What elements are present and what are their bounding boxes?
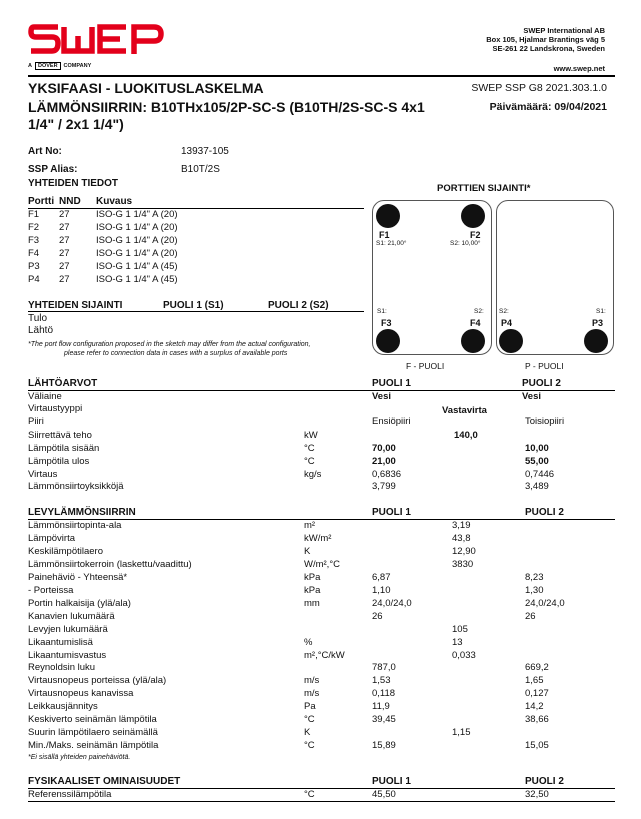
plate-v2: 26 [525, 610, 536, 622]
plate-v1: 39,45 [372, 714, 396, 726]
address-line1: Box 105, Hjalmar Brantings väg 5 [486, 35, 605, 44]
ssp-alias-value: B10T/2S [181, 164, 220, 175]
ref-temp-side1: 45,50 [372, 789, 396, 800]
plate-unit: m/s [304, 675, 320, 687]
plate-mid: 43,8 [452, 532, 471, 544]
power-label: Siirrettävä teho [28, 430, 92, 441]
heat-exchanger-model [28, 99, 468, 133]
plate-v2: 14,2 [525, 701, 544, 713]
plate-unit: m² [304, 520, 316, 531]
plate-label: Lämmönsiirtopinta-ala [28, 520, 122, 531]
row-flowtype [28, 403, 615, 414]
temp-out-label: Lämpötila ulos [28, 456, 90, 467]
model-line2: 1/4" / 2x1 1/4") [28, 116, 124, 132]
location-out: Lähtö [28, 325, 54, 336]
label-f1-s: S1: 21,00° [376, 240, 407, 247]
temp-in-side1: 70,00 [372, 443, 396, 454]
ssp-alias-label: SSP Alias: [28, 164, 78, 175]
dover-badge [28, 62, 91, 70]
plate-row [28, 740, 615, 751]
plate-v2: 1,65 [525, 675, 544, 687]
plate-label: Painehäviö - Yhteensä* [28, 571, 128, 583]
plate-mid: 0,033 [452, 649, 476, 661]
inputs-col1: PUOLI 1 [372, 378, 411, 389]
connection-desc: ISO-G 1 1/4" A (20) [96, 209, 178, 220]
ntu-side1: 3,799 [372, 481, 396, 492]
temp-out-unit: °C [304, 456, 315, 467]
ref-temp-unit: °C [304, 789, 315, 800]
connection-desc: ISO-G 1 1/4" A (45) [96, 260, 178, 272]
connection-nnd: 27 [59, 260, 70, 272]
location-note [28, 340, 368, 358]
plate-label: Suurin lämpötilaero seinämällä [28, 727, 158, 739]
label-p4: P4 [501, 318, 513, 328]
plate-row [28, 727, 615, 738]
label-f3: F3 [381, 318, 392, 328]
company-website[interactable]: www.swep.net [553, 64, 605, 73]
connections-title: YHTEIDEN TIEDOT [28, 178, 119, 189]
plate-v1: 787,0 [372, 662, 396, 674]
circuit-side1: Ensiöpiiri [372, 416, 411, 427]
port-f3 [376, 329, 400, 353]
plate-v1: 24,0/24,0 [372, 597, 412, 609]
company-address [486, 26, 605, 53]
header-divider [28, 75, 615, 77]
ref-temp-label: Referenssilämpötila [28, 789, 112, 800]
connection-port: F1 [28, 209, 40, 220]
medium-side1: Vesi [372, 391, 392, 402]
plate-label: Leikkausjännitys [28, 701, 98, 713]
plate-v1: 1,10 [372, 584, 391, 596]
connection-port: F3 [28, 234, 40, 246]
col-nnd: NND [59, 196, 81, 207]
connection-port: F4 [28, 247, 40, 259]
dover-name: DOVER [35, 62, 61, 70]
connection-nnd: 27 [59, 273, 70, 285]
label-f1: F1 [379, 230, 390, 240]
plate-label: Keskiverto seinämän lämpötila [28, 714, 157, 726]
dover-suffix: COMPANY [63, 63, 92, 69]
location-note-line1: *The port flow configuration proposed in the sketch may differ from the actual configuration, [28, 341, 311, 348]
plate-row [28, 585, 615, 596]
flow-unit: kg/s [304, 469, 322, 480]
power-unit: kW [304, 430, 318, 441]
inputs-col2: PUOLI 2 [522, 378, 561, 389]
location-side1: PUOLI 1 (S1) [163, 300, 224, 311]
plate-unit: m²,°C/kW [304, 649, 345, 661]
plate-title: LEVYLÄMMÖNSIIRRIN [28, 507, 136, 518]
label-p3: P3 [592, 318, 604, 328]
physical-col1: PUOLI 1 [372, 776, 411, 787]
plate-row [28, 637, 615, 648]
row-circuit [28, 416, 615, 427]
plate-row [28, 650, 615, 661]
plate-unit: W/m²,°C [304, 558, 340, 570]
port-p3 [584, 329, 608, 353]
plate-v1: 15,89 [372, 740, 396, 752]
art-no-value: 13937-105 [181, 146, 229, 157]
plate-row [28, 624, 615, 635]
plate-row [28, 662, 615, 673]
plate-mid: 3,19 [452, 520, 471, 531]
temp-in-side2: 10,00 [525, 443, 549, 454]
plate-v1: 26 [372, 610, 383, 622]
plate-unit: °C [304, 740, 315, 752]
plate-v2: 24,0/24,0 [525, 597, 565, 609]
label-f2-s: S2: 10,00° [450, 240, 481, 247]
ntu-side2: 3,489 [525, 481, 549, 492]
plate-row [28, 611, 615, 622]
medium-label: Väliaine [28, 391, 62, 402]
plate-col2: PUOLI 2 [525, 507, 564, 518]
plate-row [28, 598, 615, 609]
plate-row [28, 701, 615, 712]
plate-unit: m/s [304, 688, 320, 700]
plate-v1: 1,53 [372, 675, 391, 687]
plate-label: Likaantumisvastus [28, 649, 107, 661]
temp-out-side1: 21,00 [372, 456, 396, 467]
label-f3-s: S1: [377, 308, 387, 315]
plate-row [28, 546, 615, 557]
row-power [28, 430, 615, 441]
plate-unit: °C [304, 714, 315, 726]
row-temp-out [28, 456, 615, 467]
plate-label: - Porteissa [28, 584, 74, 596]
flow-label: Virtaus [28, 469, 58, 480]
connection-nnd: 27 [59, 209, 70, 220]
connection-port: P3 [28, 260, 40, 272]
row-ref-temp [28, 789, 615, 800]
row-temp-in [28, 443, 615, 454]
row-ntu [28, 481, 615, 492]
plate-v1: 6,87 [372, 571, 391, 583]
plate-col1: PUOLI 1 [372, 507, 411, 518]
row-flow [28, 469, 615, 480]
physical-col2: PUOLI 2 [525, 776, 564, 787]
ntu-label: Lämmönsiirtoyksikköjä [28, 481, 124, 492]
plate-footnote: *Ei sisällä yhteiden painehäviötä. [28, 754, 131, 761]
flow-side1: 0,6836 [372, 469, 402, 480]
document-title: YKSIFAASI - LUOKITUSLASKELMA [28, 80, 264, 96]
plate-row [28, 559, 615, 570]
plate-mid: 3830 [452, 558, 474, 570]
location-side2: PUOLI 2 (S2) [268, 300, 329, 311]
temp-in-unit: °C [304, 443, 315, 454]
f-side-label: F - PUOLI [406, 361, 445, 371]
plate-unit: K [304, 727, 311, 739]
report-date: Päivämäärä: 09/04/2021 [489, 101, 607, 113]
plate-v2: 0,127 [525, 688, 549, 700]
physical-bottom-divider [28, 801, 615, 802]
power-value: 140,0 [454, 430, 478, 441]
plate-v1: 11,9 [372, 701, 390, 713]
plate-unit: Pa [304, 701, 316, 713]
temp-out-side2: 55,00 [525, 456, 549, 467]
plate-mid: 13 [452, 636, 463, 648]
plate-label: Lämpövirta [28, 532, 75, 544]
location-divider [28, 311, 364, 312]
plate-row [28, 572, 615, 583]
ref-temp-side2: 32,50 [525, 789, 549, 800]
plate-unit: mm [304, 597, 320, 609]
p-side-label: P - PUOLI [525, 361, 564, 371]
plate-v1: 0,118 [372, 688, 396, 700]
label-f4-s: S2: [474, 308, 484, 315]
connection-desc: ISO-G 1 1/4" A (45) [96, 273, 178, 285]
connection-port: P4 [28, 273, 40, 285]
flowtype-value: Vastavirta [442, 405, 487, 416]
plate-v2: 15,05 [525, 740, 549, 752]
software-version: SWEP SSP G8 2021.303.1.0 [471, 82, 607, 94]
plate-v2: 669,2 [525, 662, 549, 674]
location-note-line2: please refer to connection data in cases with a surplus of available ports [64, 350, 288, 357]
plate-label: Kanavien lukumäärä [28, 610, 115, 622]
port-f2 [461, 204, 485, 228]
plate-label: Lämmönsiirtokerroin (laskettu/vaadittu) [28, 558, 192, 570]
plate-label: Virtausnopeus kanavissa [28, 688, 134, 700]
plate-unit: kW/m² [304, 532, 332, 544]
label-f2: F2 [470, 230, 481, 240]
connection-nnd: 27 [59, 221, 70, 233]
label-p3-s: S1: [596, 308, 606, 315]
flow-side2: 0,7446 [525, 469, 555, 480]
connection-port: F2 [28, 221, 40, 233]
plate-row [28, 520, 615, 531]
temp-in-label: Lämpötila sisään [28, 443, 100, 454]
plate-label: Reynoldsin luku [28, 662, 96, 674]
address-line2: SE-261 22 Landskrona, Sweden [492, 44, 605, 53]
label-f4: F4 [470, 318, 481, 328]
art-no-label: Art No: [28, 146, 62, 157]
company-name: SWEP International AB [523, 26, 605, 35]
plate-row [28, 533, 615, 544]
plate-mid: 105 [452, 623, 468, 635]
port-f4 [461, 329, 485, 353]
location-in: Tulo [28, 313, 48, 324]
medium-side2: Vesi [522, 391, 542, 402]
port-diagram-title: PORTTIEN SIJAINTI* [437, 183, 531, 194]
swep-logo [28, 22, 164, 56]
connection-nnd: 27 [59, 234, 70, 246]
port-p4 [499, 329, 523, 353]
plate-label: Keskilämpötilaero [28, 545, 103, 557]
plate-label: Portin halkaisija (ylä/ala) [28, 597, 131, 609]
plate-mid: 12,90 [452, 545, 476, 557]
plate-row [28, 688, 615, 699]
plate-label: Levyjen lukumäärä [28, 623, 108, 635]
model-line1: LÄMMÖNSIIRRIN: B10THx105/2P-SC-S (B10TH/2S-SC-S 4x1 [28, 99, 425, 115]
physical-title: FYSIKAALISET OMINAISUUDET [28, 776, 181, 787]
plate-mid: 1,15 [452, 727, 471, 739]
plate-row [28, 714, 615, 725]
plate-v2: 1,30 [525, 584, 544, 596]
plate-unit: K [304, 545, 311, 557]
location-title: YHTEIDEN SIJAINTI [28, 300, 123, 311]
circuit-side2: Toisiopiiri [525, 416, 565, 427]
port-f1 [376, 204, 400, 228]
connection-desc: ISO-G 1 1/4" A (20) [96, 221, 178, 233]
plate-v2: 8,23 [525, 571, 544, 583]
flowtype-label: Virtaustyyppi [28, 403, 83, 414]
plate-unit: kPa [304, 571, 321, 583]
plate-label: Likaantumislisä [28, 636, 93, 648]
connection-desc: ISO-G 1 1/4" A (20) [96, 234, 178, 246]
plate-row [28, 675, 615, 686]
circuit-label: Piiri [28, 416, 44, 427]
col-port: Portti [28, 196, 55, 207]
connection-nnd: 27 [59, 247, 70, 259]
inputs-title: LÄHTÖARVOT [28, 378, 98, 389]
connection-desc: ISO-G 1 1/4" A (20) [96, 247, 178, 259]
plate-unit: % [304, 636, 313, 648]
label-p4-s: S2: [499, 308, 509, 315]
dover-prefix: A [28, 63, 32, 69]
plate-v2: 38,66 [525, 714, 549, 726]
plate-label: Min./Maks. seinämän lämpötila [28, 740, 159, 752]
connections-header [28, 196, 188, 208]
col-desc: Kuvaus [96, 196, 133, 207]
plate-label: Virtausnopeus porteissa (ylä/ala) [28, 675, 167, 687]
row-medium [28, 391, 615, 402]
plate-unit: kPa [304, 584, 321, 596]
